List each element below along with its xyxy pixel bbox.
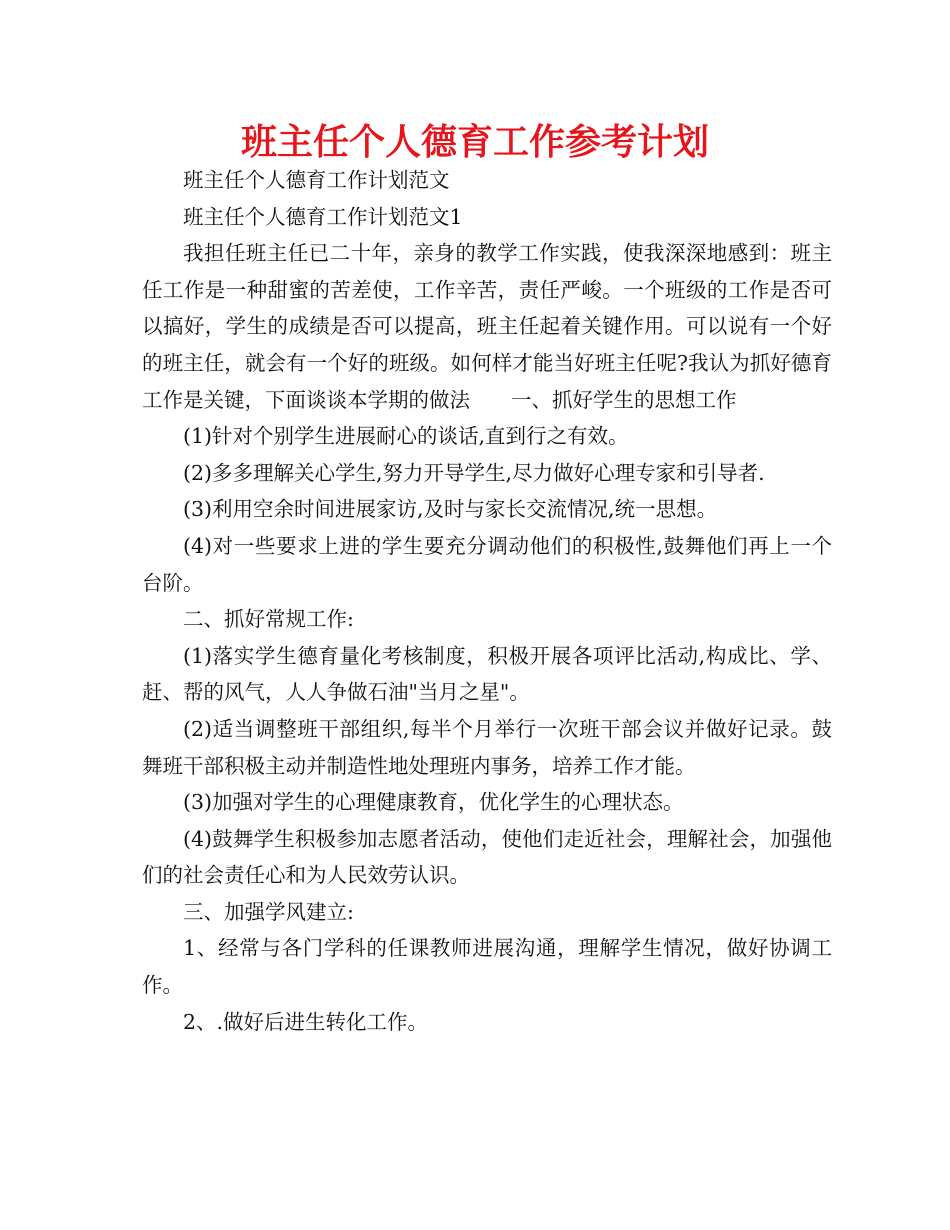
paragraph-intro: 我担任班主任已二十年，亲身的教学工作实践，使我深深地感到：班主任工作是一种甜蜜的苦差使，工作辛苦，责任严峻。一个班级的工作是否可以搞好，学生的成绩是否可以提高，班主任起着关键作用。可以说有一个好的班主任，就会有一个好的班级。如何样才能当好班主任呢?我认为抓好德育工作是关键，下面谈谈本学期的做法 一、抓好学生的思想工作 bbox=[142, 241, 832, 412]
paragraph-heading-1: 班主任个人德育工作计划范文 bbox=[183, 168, 450, 192]
document-body bbox=[142, 162, 832, 1040]
paragraph-item: (1)落实学生德育量化考核制度，积极开展各项评比活动,构成比、学、赶、帮的风气，人人争做石油"当月之星"。 bbox=[142, 643, 832, 705]
paragraph-item: (2)适当调整班干部组织,每半个月举行一次班干部会议并做好记录。鼓舞班干部积极主动并制造性地处理班内事务，培养工作才能。 bbox=[142, 716, 832, 778]
document-title: 班主任个人德育工作参考计划 bbox=[240, 122, 709, 163]
paragraph-item: (2)多多理解关心学生,努力开导学生,尽力做好心理专家和引导者. bbox=[183, 460, 765, 485]
section-heading: 二、抓好常规工作: bbox=[183, 607, 354, 632]
paragraph-item: (3)利用空余时间进展家访,及时与家长交流情况,统一思想。 bbox=[183, 497, 718, 522]
section-heading: 三、加强学风建立: bbox=[183, 899, 354, 924]
paragraph-item: 1、经常与各门学科的任课教师进展沟通，理解学生情况，做好协调工作。 bbox=[142, 936, 832, 998]
paragraph-item: 2、.做好后进生转化工作。 bbox=[183, 1009, 429, 1034]
paragraph-item: (3)加强对学生的心理健康教育，优化学生的心理状态。 bbox=[183, 790, 684, 815]
paragraph-item: (4)对一些要求上进的学生要充分调动他们的积极性,鼓舞他们再上一个台阶。 bbox=[142, 533, 832, 595]
paragraph-heading-2: 班主任个人德育工作计划范文1 bbox=[183, 204, 463, 229]
paragraph-item: (1)针对个别学生进展耐心的谈话,直到行之有效。 bbox=[183, 424, 629, 449]
paragraph-item: (4)鼓舞学生积极参加志愿者活动，使他们走近社会，理解社会，加强他们的社会责任心和为人民效劳认识。 bbox=[142, 826, 832, 888]
